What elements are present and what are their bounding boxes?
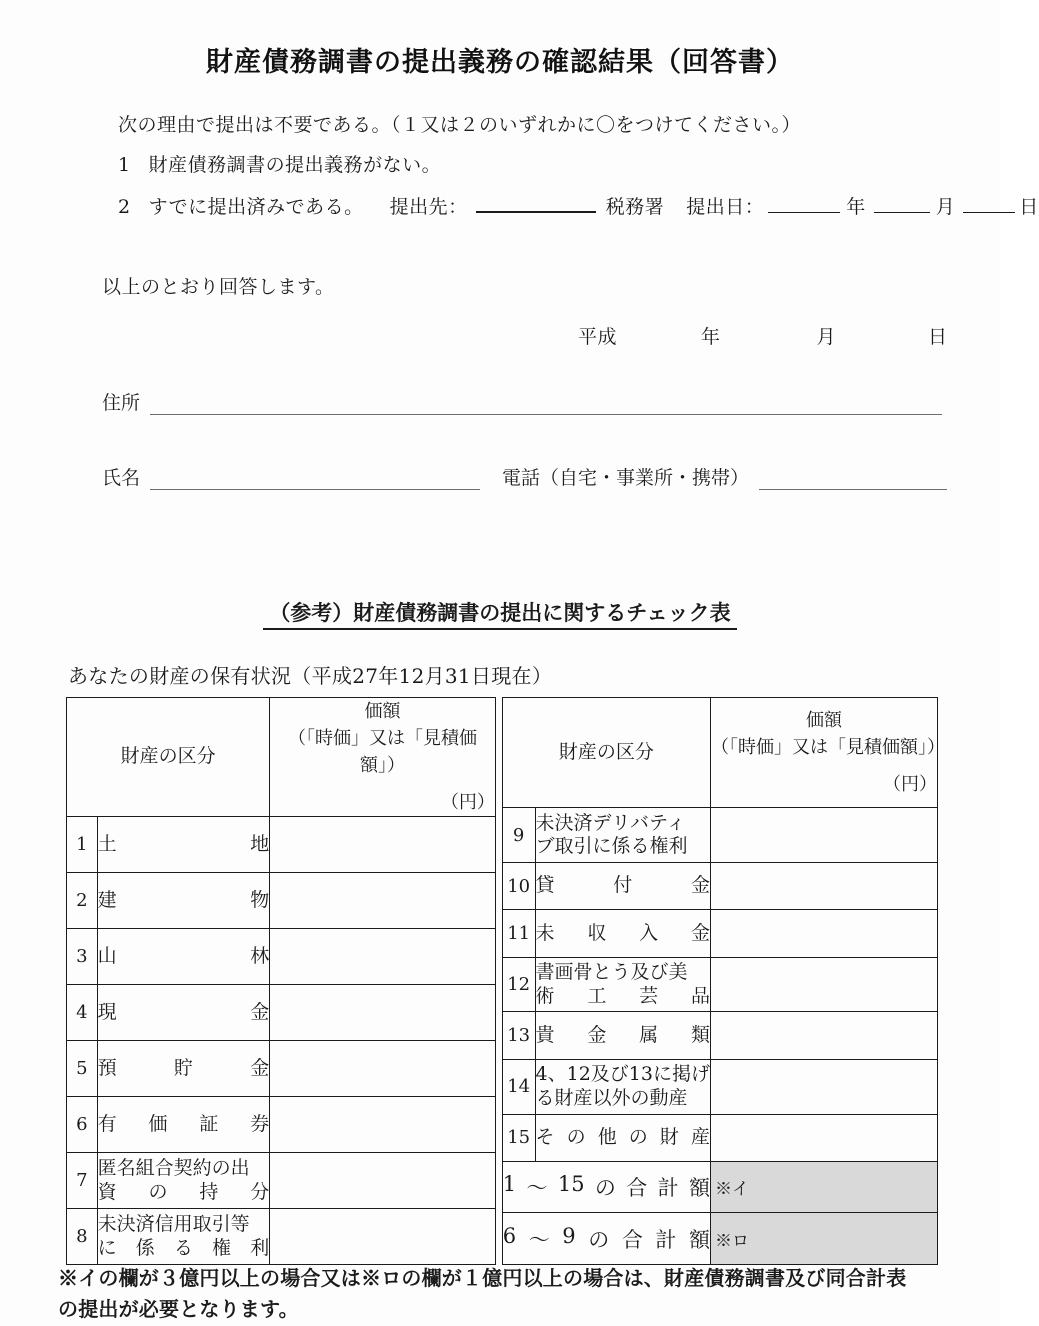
kind-part: 林 bbox=[250, 944, 270, 967]
header-value-title-right: 価額 bbox=[805, 710, 842, 732]
row-kind bbox=[97, 1097, 270, 1153]
row-number: 5 bbox=[67, 1041, 98, 1097]
total-part: 15 bbox=[557, 1172, 585, 1197]
name-input-line[interactable] bbox=[150, 469, 480, 490]
table-row bbox=[67, 1041, 496, 1097]
telephone-input-line[interactable] bbox=[759, 469, 947, 490]
kind-part: 券 bbox=[250, 1112, 270, 1135]
row-kind bbox=[97, 873, 270, 929]
row-kind bbox=[97, 985, 270, 1041]
kind-part: 工 bbox=[587, 984, 607, 1007]
row-kind bbox=[535, 808, 710, 863]
row-number: 2 bbox=[67, 873, 98, 929]
total-value-input-6-9[interactable] bbox=[711, 1213, 938, 1265]
kind-part: 付 bbox=[613, 874, 633, 897]
kind-part: 権 bbox=[212, 1236, 232, 1259]
submit-day-unit: 日 bbox=[1019, 196, 1039, 218]
total-part: 計 bbox=[655, 1227, 677, 1252]
total-mark-ro: ※ロ bbox=[715, 1231, 749, 1252]
table-row bbox=[502, 910, 937, 957]
total-part: 計 bbox=[657, 1176, 679, 1201]
row-kind bbox=[535, 910, 710, 957]
table-row bbox=[502, 1059, 937, 1114]
reason-1-label: 財産債務調書の提出義務がない。 bbox=[148, 154, 442, 176]
kind-part: 価 bbox=[148, 1112, 168, 1135]
row-number: 8 bbox=[67, 1209, 98, 1265]
row-value-input[interactable] bbox=[270, 1153, 496, 1209]
total-part: ～ bbox=[526, 1176, 548, 1201]
total-part: 額 bbox=[688, 1227, 710, 1252]
telephone-label: 電話（自宅・事業所・携帯） bbox=[502, 467, 750, 489]
kind-part: 財 bbox=[659, 1125, 679, 1148]
kind-part: 利 bbox=[250, 1236, 270, 1259]
address-label: 住所 bbox=[102, 392, 141, 414]
date-month-unit: 月 bbox=[816, 326, 837, 348]
kind-part: ブ取引に係る権利 bbox=[535, 835, 688, 858]
reference-heading-text: （参考）財産債務調書の提出に関するチェック表 bbox=[263, 600, 736, 630]
row-value-input[interactable] bbox=[270, 1097, 496, 1153]
kind-part: の bbox=[628, 1125, 648, 1148]
submit-month-unit: 月 bbox=[935, 196, 956, 218]
row-number: 3 bbox=[67, 929, 98, 985]
kind-part: 建 bbox=[97, 888, 117, 911]
row-value-input[interactable] bbox=[711, 808, 938, 863]
row-value-input[interactable] bbox=[711, 910, 938, 957]
kind-part: 貴 bbox=[535, 1023, 555, 1046]
row-kind bbox=[97, 817, 270, 873]
kind-part: の bbox=[566, 1125, 586, 1148]
header-value-right bbox=[711, 698, 945, 808]
row-kind bbox=[97, 1041, 270, 1097]
asset-table-left bbox=[66, 697, 496, 1265]
header-value-sub-left: （「時価」又は「見積価額」） bbox=[288, 728, 478, 776]
table-row bbox=[67, 1209, 496, 1265]
row-number: 4 bbox=[67, 985, 98, 1041]
total-part: の bbox=[594, 1176, 616, 1201]
row-value-input[interactable] bbox=[270, 1041, 496, 1097]
kind-part: 金 bbox=[690, 921, 710, 944]
kind-part: 芸 bbox=[639, 984, 659, 1007]
address-row bbox=[102, 388, 942, 415]
row-number: 9 bbox=[502, 808, 535, 863]
total-row-6-9 bbox=[502, 1213, 937, 1265]
row-number: 11 bbox=[502, 910, 535, 957]
reason-option-2[interactable] bbox=[118, 192, 1039, 219]
reason-2-label: すでに提出済みである。 bbox=[148, 196, 364, 218]
kind-part: 預 bbox=[97, 1056, 117, 1079]
tax-office-label: 税務署 bbox=[605, 196, 665, 218]
submit-date-label: 提出日： bbox=[686, 196, 765, 218]
table-row bbox=[502, 957, 937, 1012]
kind-part: 有 bbox=[97, 1112, 117, 1135]
total-part: 9 bbox=[562, 1223, 576, 1248]
total-part: 合 bbox=[621, 1227, 643, 1252]
row-value-input[interactable] bbox=[270, 929, 496, 985]
era-label: 平成 bbox=[578, 326, 618, 348]
reason-2-number: 2 bbox=[118, 196, 131, 218]
page-title: 財産債務調書の提出義務の確認結果（回答書） bbox=[206, 47, 794, 78]
row-number: 10 bbox=[502, 863, 535, 910]
reason-option-1[interactable] bbox=[118, 150, 441, 177]
kind-part: そ bbox=[535, 1125, 555, 1148]
row-kind bbox=[535, 863, 710, 910]
table-row bbox=[67, 929, 496, 985]
header-value-unit-left: （円） bbox=[440, 792, 495, 813]
date-year-unit: 年 bbox=[701, 326, 721, 348]
kind-part: 分 bbox=[250, 1180, 270, 1203]
submit-year-unit: 年 bbox=[846, 196, 866, 218]
row-value-input[interactable] bbox=[711, 1012, 938, 1059]
kind-part: 持 bbox=[199, 1180, 219, 1203]
submit-year-input-line[interactable] bbox=[768, 197, 840, 213]
date-day-unit: 日 bbox=[928, 326, 948, 348]
name-label: 氏名 bbox=[102, 467, 141, 489]
kind-part: 金 bbox=[690, 874, 710, 897]
row-number: 14 bbox=[502, 1059, 535, 1114]
header-value-unit-right: （円） bbox=[882, 774, 937, 796]
footnote-line-1: ※イの欄が３億円以上の場合又は※ロの欄が１億円以上の場合は、財産債務調書及び同合計表 bbox=[58, 1266, 907, 1290]
row-value-input[interactable] bbox=[711, 863, 938, 910]
kind-part: 書画骨とう及び美 bbox=[535, 960, 688, 983]
row-number: 6 bbox=[67, 1097, 98, 1153]
row-kind bbox=[535, 1059, 710, 1114]
row-value-input[interactable] bbox=[270, 817, 496, 873]
kind-part: 金 bbox=[250, 1056, 270, 1079]
row-number: 15 bbox=[502, 1114, 535, 1161]
total-row-1-15 bbox=[502, 1161, 937, 1213]
reason-1-number: 1 bbox=[118, 154, 131, 176]
kind-part: 山 bbox=[97, 944, 117, 967]
kind-part: る財産以外の動産 bbox=[535, 1086, 688, 1109]
destination-input-line[interactable] bbox=[476, 195, 596, 213]
row-kind bbox=[97, 1209, 270, 1265]
table-row bbox=[67, 985, 496, 1041]
kind-part: 係 bbox=[135, 1236, 155, 1259]
kind-part: 未決済信用取引等 bbox=[97, 1212, 250, 1235]
total-label-6-9 bbox=[502, 1213, 710, 1265]
table-row bbox=[67, 1097, 496, 1153]
total-part: 1 bbox=[502, 1172, 517, 1197]
kind-part: 物 bbox=[250, 888, 270, 911]
kind-part: 未 bbox=[535, 921, 555, 944]
header-value-left bbox=[270, 698, 496, 817]
kind-part: 金 bbox=[250, 1000, 270, 1023]
kind-part: 収 bbox=[587, 921, 607, 944]
kind-part: 地 bbox=[250, 832, 270, 855]
address-input-line[interactable] bbox=[150, 394, 942, 415]
table-row bbox=[502, 1012, 937, 1059]
row-kind bbox=[535, 957, 710, 1012]
row-value-input[interactable] bbox=[711, 957, 938, 1012]
name-row bbox=[102, 463, 947, 490]
total-label-1-15 bbox=[502, 1161, 710, 1213]
row-kind bbox=[97, 929, 270, 985]
destination-label: 提出先： bbox=[389, 196, 468, 218]
total-value-input-1-15[interactable] bbox=[711, 1161, 938, 1213]
table-row bbox=[502, 808, 937, 863]
row-kind bbox=[535, 1114, 710, 1161]
header-kind-right: 財産の区分 bbox=[502, 698, 710, 808]
row-number: 13 bbox=[502, 1012, 535, 1059]
asset-table-right bbox=[502, 697, 945, 1265]
total-part: 6 bbox=[502, 1223, 517, 1248]
row-number: 7 bbox=[67, 1153, 98, 1209]
header-kind-left: 財産の区分 bbox=[67, 698, 270, 817]
kind-part: 品 bbox=[690, 984, 710, 1007]
reference-heading bbox=[0, 597, 1000, 627]
total-part: の bbox=[588, 1227, 610, 1252]
kind-part: 金 bbox=[587, 1023, 607, 1046]
total-part: 合 bbox=[626, 1176, 648, 1201]
kind-part: 4、12及び13に掲げ bbox=[535, 1062, 710, 1085]
kind-part: 入 bbox=[639, 921, 659, 944]
row-number: 12 bbox=[502, 957, 535, 1012]
row-number: 1 bbox=[67, 817, 98, 873]
table-header-row-left bbox=[67, 698, 496, 817]
row-kind bbox=[97, 1153, 270, 1209]
kind-part: 資 bbox=[97, 1180, 117, 1203]
table-header-row-right bbox=[502, 698, 937, 808]
kind-part: 産 bbox=[690, 1125, 710, 1148]
table-row bbox=[502, 1114, 937, 1161]
total-part: ～ bbox=[528, 1227, 550, 1252]
table-row bbox=[67, 873, 496, 929]
row-value-input[interactable] bbox=[711, 1059, 938, 1114]
header-value-sub-right: （「時価」又は「見積価額」） bbox=[711, 737, 945, 759]
kind-part: 類 bbox=[690, 1023, 710, 1046]
kind-part: 証 bbox=[199, 1112, 219, 1135]
statement-text: 以上のとおり回答します。 bbox=[102, 276, 335, 298]
total-mark-i: ※イ bbox=[715, 1179, 749, 1200]
submit-month-input-line[interactable] bbox=[874, 197, 930, 213]
kind-part: に bbox=[97, 1236, 117, 1259]
kind-part: 他 bbox=[597, 1125, 617, 1148]
total-part: 額 bbox=[688, 1176, 710, 1201]
footnote-line-2: の提出が必要となります。 bbox=[58, 1297, 299, 1321]
kind-part: る bbox=[173, 1236, 193, 1259]
table-row bbox=[502, 863, 937, 910]
table-row bbox=[67, 1153, 496, 1209]
intro-lead-text: 次の理由で提出は不要である。（１又は２のいずれかに〇をつけてください。） bbox=[118, 114, 802, 136]
kind-part: 属 bbox=[639, 1023, 659, 1046]
row-value-input[interactable] bbox=[270, 985, 496, 1041]
header-value-title-left: 価額 bbox=[364, 701, 401, 722]
row-value-input[interactable] bbox=[270, 873, 496, 929]
kind-part: 術 bbox=[535, 984, 555, 1007]
holdings-status-line: あなたの財産の保有状況（平成27年12月31日現在） bbox=[68, 664, 553, 688]
kind-part: 現 bbox=[97, 1000, 117, 1023]
kind-part: 貸 bbox=[535, 874, 555, 897]
answer-date-line bbox=[578, 322, 948, 349]
kind-part: 匿名組合契約の出 bbox=[97, 1156, 250, 1179]
footnote bbox=[58, 1263, 948, 1325]
row-value-input[interactable] bbox=[270, 1209, 496, 1265]
kind-part: の bbox=[148, 1180, 168, 1203]
kind-part: 土 bbox=[97, 832, 117, 855]
asset-check-table bbox=[66, 697, 945, 1265]
table-row bbox=[67, 817, 496, 873]
row-kind bbox=[535, 1012, 710, 1059]
row-value-input[interactable] bbox=[711, 1114, 938, 1161]
kind-part: 未決済デリバティ bbox=[535, 811, 686, 834]
submit-day-input-line[interactable] bbox=[963, 197, 1015, 213]
kind-part: 貯 bbox=[173, 1056, 193, 1079]
